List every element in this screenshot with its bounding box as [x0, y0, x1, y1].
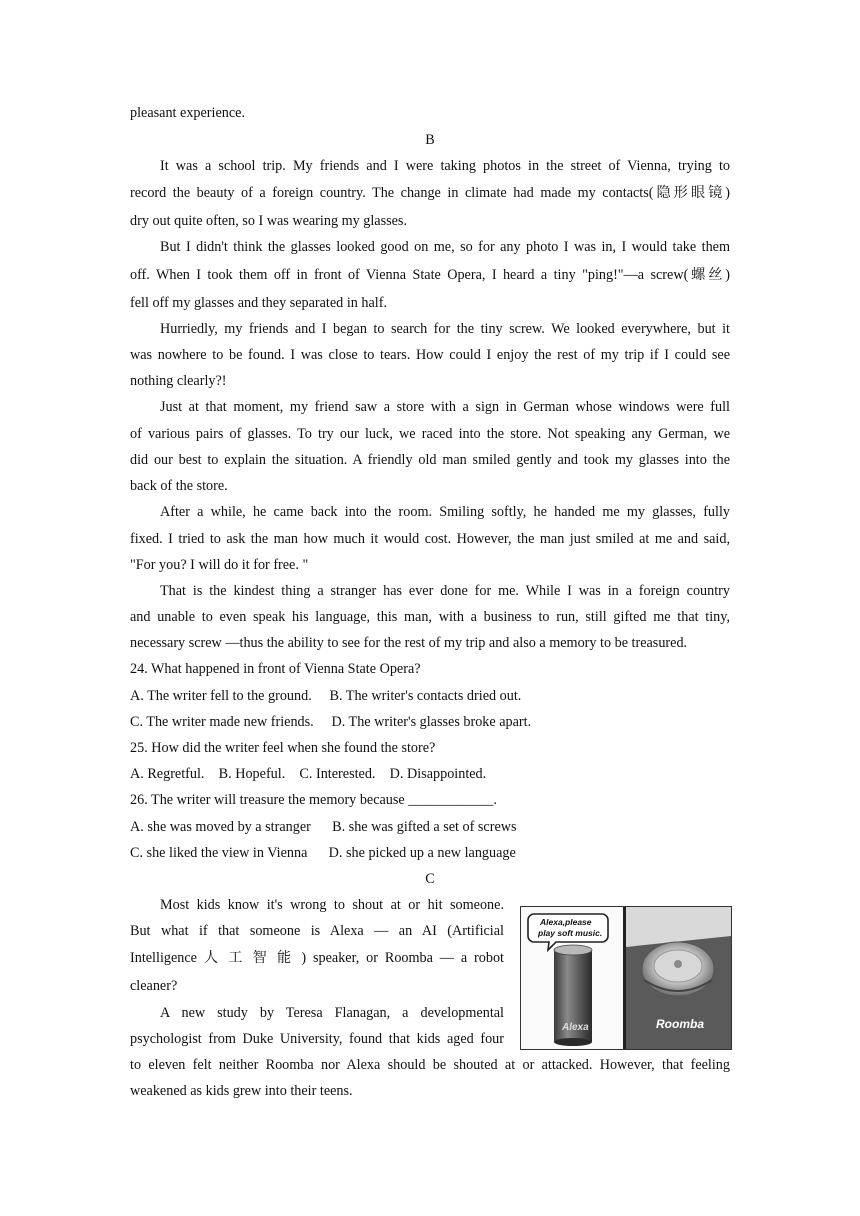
- paragraph-line: did our best to explain the situation. A friendly old man smiled gently and took my glasses into the: [130, 452, 730, 468]
- paragraph-line: But what if that someone is Alexa — an AI (Artificial: [130, 923, 504, 939]
- paragraph-line: psychologist from Duke University, found that kids aged four: [130, 1031, 504, 1047]
- answer-options: A. she was moved by a stranger B. she was gifted a set of screws: [130, 819, 517, 835]
- alexa-label: Alexa: [562, 1022, 589, 1033]
- question-stem: 25. How did the writer feel when she found the store?: [130, 740, 436, 756]
- paragraph-line: back of the store.: [130, 478, 228, 494]
- bubble-text-1: Alexa,please: [540, 917, 592, 927]
- answer-options: A. Regretful. B. Hopeful. C. Interested. D. Disappointed.: [130, 766, 487, 782]
- question-stem: 26. The writer will treasure the memory because ____________.: [130, 792, 497, 808]
- paragraph-line: fixed. I tried to ask the man how much it would cost. However, the man just smiled at me and said,: [130, 531, 730, 547]
- answer-options: C. The writer made new friends. D. The writer's glasses broke apart.: [130, 714, 532, 730]
- paragraph-line: "For you? I will do it for free. ": [130, 557, 309, 573]
- paragraph-line: to eleven felt neither Roomba nor Alexa should be shouted at or attacked. However, that feeling: [130, 1057, 730, 1073]
- alexa-roomba-illustration: [520, 906, 732, 1050]
- paragraph-line: weakened as kids grew into their teens.: [130, 1083, 353, 1099]
- answer-options: A. The writer fell to the ground. B. The writer's contacts dried out.: [130, 688, 522, 704]
- paragraph-line: dry out quite often, so I was wearing my glasses.: [130, 213, 407, 229]
- question-stem: 24. What happened in front of Vienna State Opera?: [130, 661, 421, 677]
- paragraph-line: Hurriedly, my friends and I began to search for the tiny screw. We looked everywhere, but it: [160, 321, 730, 337]
- paragraph-line: of various pairs of glasses. To try our luck, we raced into the store. Not speaking any German, we: [130, 426, 730, 442]
- illustration-svg: [520, 906, 732, 1050]
- answer-options: C. she liked the view in Vienna D. she picked up a new language: [130, 845, 516, 861]
- paragraph-line: was nowhere to be found. I was close to tears. How could I enjoy the rest of my trip if I could see: [130, 347, 730, 363]
- section-heading-b: B: [425, 132, 435, 148]
- paragraph-line: and unable to even speak his language, this man, with a business to run, still gifted me that tiny,: [130, 609, 730, 625]
- paragraph-line: necessary screw —thus the ability to see for the rest of my trip and also a memory to be treasured.: [130, 635, 688, 651]
- paragraph-line: record the beauty of a foreign country. The change in climate had made my contacts(隐形眼镜): [130, 185, 730, 201]
- paragraph-line: off. When I took them off in front of Vienna State Opera, I heard a tiny "ping!"—a screw(螺丝): [130, 267, 730, 283]
- bubble-text-2: play soft music.: [538, 928, 603, 938]
- paragraph-line: A new study by Teresa Flanagan, a developmental: [160, 1005, 504, 1021]
- paragraph-line: Most kids know it's wrong to shout at or hit someone.: [160, 897, 504, 913]
- continued-text: pleasant experience.: [130, 105, 246, 121]
- paragraph-line: nothing clearly?!: [130, 373, 227, 389]
- paragraph-line: That is the kindest thing a stranger has ever done for me. While I was in a foreign country: [160, 583, 730, 599]
- section-heading-c: C: [425, 871, 435, 887]
- paragraph-line: It was a school trip. My friends and I were taking photos in the street of Vienna, trying to: [160, 158, 730, 174]
- paragraph-line: fell off my glasses and they separated in half.: [130, 295, 388, 311]
- paragraph-line: Intelligence 人 工 智 能 ) speaker, or Roomba — a robot: [130, 950, 504, 966]
- paragraph-line: After a while, he came back into the room. Smiling softly, he handed me my glasses, fully: [160, 504, 730, 520]
- paragraph-line: cleaner?: [130, 978, 178, 994]
- paragraph-line: Just at that moment, my friend saw a store with a sign in German whose windows were full: [160, 399, 730, 415]
- roomba-label: Roomba: [656, 1017, 704, 1031]
- paragraph-line: But I didn't think the glasses looked good on me, so for any photo I was in, I would take them: [160, 239, 730, 255]
